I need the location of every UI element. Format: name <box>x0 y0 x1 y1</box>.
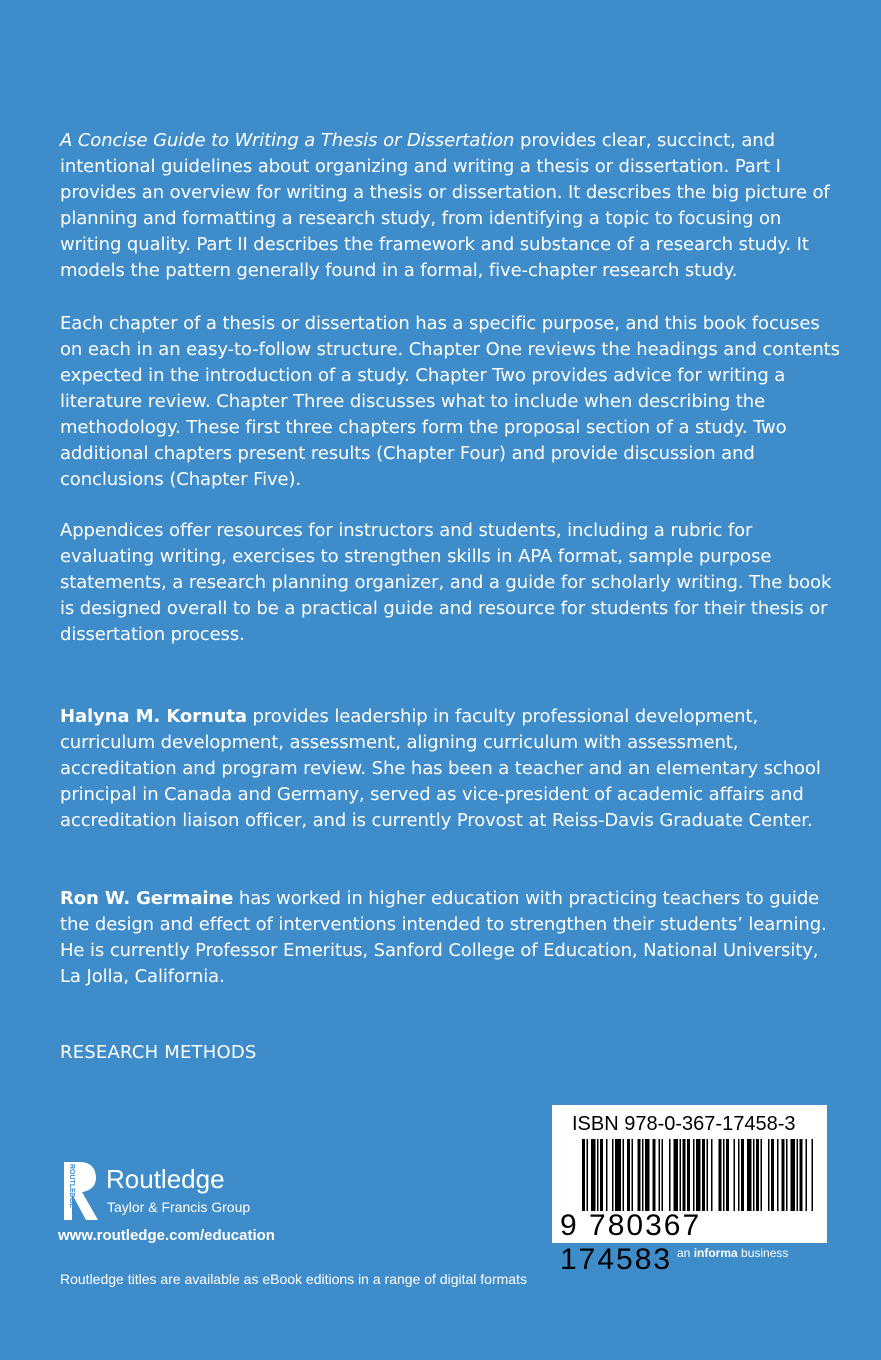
barcode-bar <box>669 1139 671 1211</box>
barcode-bar <box>761 1139 763 1211</box>
description-appendices: Appendices offer resources for instructors and students, including a rubric for evaluating writing, exercises to strengthen skills in APA format, sample purpose statements, a research planning organizer, and a guide for scholarly writing. The book is designed overall to be a practical guide and resource for students for their thesis or dissertation process. <box>60 520 832 645</box>
description-intro-text: provides clear, succinct, and intentional guidelines about organizing and writing a thesis or dissertation. Part I provides an overview for writing a thesis or dissertation. It describes the big picture of planning and formatting a research study, from identifying a topic to focusing on writing quality. Part II describes the framework and substance of a research study. It models the pattern generally found in a formal, five-chapter research study. <box>60 130 830 281</box>
barcode-bar <box>623 1139 625 1211</box>
barcode-bar <box>638 1139 641 1211</box>
barcode-bar <box>719 1139 722 1211</box>
subject-category: RESEARCH METHODS <box>60 1042 257 1063</box>
barcode-bar <box>747 1139 752 1211</box>
barcode-bar <box>711 1139 713 1211</box>
author-bio-germaine <box>60 886 840 990</box>
publisher-url[interactable]: www.routledge.com/education <box>58 1227 275 1244</box>
barcode-bar <box>687 1139 690 1211</box>
barcode-bar <box>707 1139 709 1211</box>
barcode-bar <box>768 1139 770 1211</box>
informa-prefix: an <box>677 1246 694 1260</box>
description-intro <box>60 128 840 284</box>
description-chapters: Each chapter of a thesis or dissertation has a specific purpose, and this book focuses on each in an easy-to-follow structure. Chapter One reviews the headings and contents expected in the introduction of a study. Chapter Two provides advice for writing a literature review. Chapter Three discusses what to include when describing the methodology. These first three chapters form the proposal section of a study. Two additional chapters present results (Chapter Four) and provide discussion and conclusions (Chapter Five). <box>60 313 840 490</box>
ebook-note: Routledge titles are available as eBook editions in a range of digital formats <box>60 1271 527 1287</box>
isbn-label: ISBN 978-0-367-17458-3 <box>572 1113 796 1135</box>
barcode-bar <box>659 1139 661 1211</box>
barcode-bar <box>756 1139 759 1211</box>
barcode-bar <box>642 1139 644 1211</box>
barcode-bar <box>674 1139 679 1211</box>
barcode-bar <box>627 1139 630 1211</box>
routledge-logo-icon <box>58 1160 100 1222</box>
barcode-digits: 9 780367 174583 <box>560 1209 702 1276</box>
barcode-bar <box>782 1139 785 1211</box>
barcode-bar <box>612 1139 614 1211</box>
barcode-bar <box>777 1139 779 1211</box>
barcode-bar <box>753 1139 755 1211</box>
publisher-subtitle: Taylor & Francis Group <box>107 1199 251 1215</box>
informa-suffix: business <box>737 1246 789 1260</box>
barcode-bar <box>791 1139 796 1211</box>
barcode-bar <box>786 1139 788 1211</box>
barcode-bar <box>653 1139 656 1211</box>
informa-brand: informa <box>693 1246 738 1260</box>
barcode-bar <box>680 1139 682 1211</box>
author-name: Halyna M. Kornuta <box>60 706 247 727</box>
logo-vertical-text: ROUTLEDGE <box>68 1164 75 1208</box>
barcode-bar <box>771 1139 774 1211</box>
barcode-bar <box>696 1139 701 1211</box>
barcode-bar <box>702 1139 705 1211</box>
barcode-bar <box>800 1139 803 1211</box>
barcode-bar <box>632 1139 634 1211</box>
barcode-bar <box>734 1139 736 1211</box>
barcode-bar <box>615 1139 621 1211</box>
informa-tagline <box>677 1246 788 1260</box>
barcode-bar <box>693 1139 695 1211</box>
barcode-bar <box>606 1139 608 1211</box>
author-bio-kornuta <box>60 704 840 834</box>
barcode-bar <box>597 1139 599 1211</box>
barcode-bar <box>723 1139 725 1211</box>
author-name: Ron W. Germaine <box>60 888 234 909</box>
publisher-name: Routledge <box>106 1164 225 1194</box>
barcode-bar <box>812 1139 814 1211</box>
barcode-bar <box>741 1139 744 1211</box>
barcode-bar <box>683 1139 686 1211</box>
barcode-bar <box>662 1139 664 1211</box>
barcode-bar <box>587 1139 589 1211</box>
barcode-bar <box>738 1139 740 1211</box>
barcode-bar <box>797 1139 799 1211</box>
barcode-bar <box>582 1139 585 1211</box>
book-title-italic: A Concise Guide to Writing a Thesis or Dissertation <box>60 130 515 151</box>
author-bio-text: has worked in higher education with practicing teachers to guide the design and effect of interventions intended to strengthen their students’ learning. He is currently Professor Emeritus, Sanford College of Education, National University, La Jolla, California. <box>60 888 827 987</box>
barcode-bar <box>645 1139 650 1211</box>
barcode-bar <box>591 1139 596 1211</box>
author-bio-text: provides leadership in faculty professional development, curriculum development, assessment, aligning curriculum with assessment, accreditation and program review. She has been a teacher and an elementary school principal in Canada and Germany, served as vice-president of academic affairs and accreditation liaison officer, and is currently Provost at Reiss-Davis Graduate Center. <box>60 706 821 831</box>
barcode-bar <box>806 1139 808 1211</box>
barcode-bar <box>600 1139 603 1211</box>
barcode-bar <box>726 1139 729 1211</box>
